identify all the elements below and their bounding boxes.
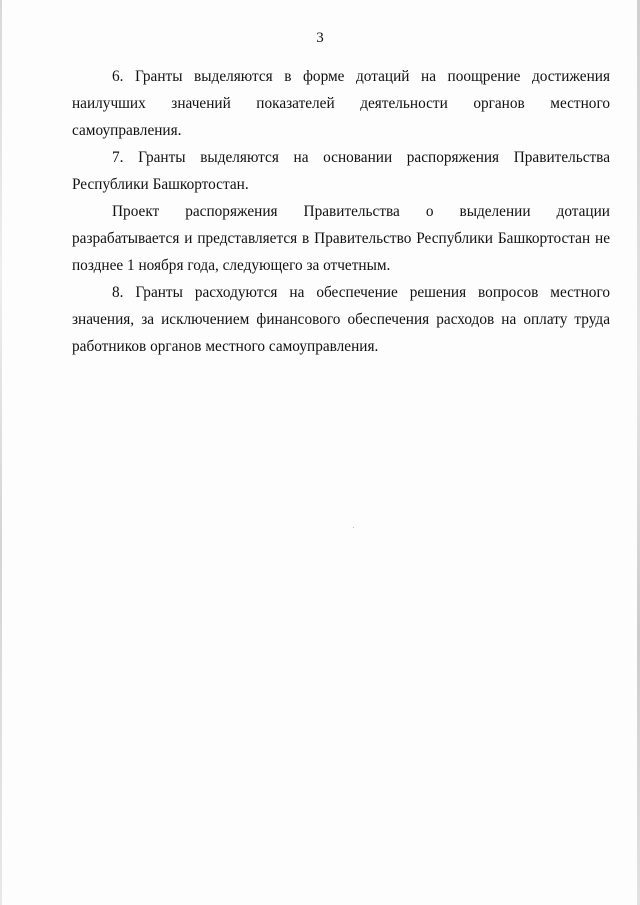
- paragraph-7: 7. Гранты выделяются на основании распоряжения Правительства Республики Башкортостан.: [72, 149, 610, 193]
- document-body: [72, 63, 610, 360]
- scan-speck: [353, 527, 354, 528]
- scan-edge-left: [0, 0, 2, 905]
- paragraph-7-draft: Проект распоряжения Правительства о выделении дотации разрабатывается и представляется в Правительство Республики Башкортостан не позднее 1 ноября года, следующего за отчетным.: [72, 203, 610, 274]
- paragraph-6: 6. Гранты выделяются в форме дотаций на поощрение достижения наилучших значений показателей деятельности органов местного самоуправления.: [72, 68, 610, 139]
- page-number: 3: [316, 30, 324, 46]
- paragraph-8: 8. Гранты расходуются на обеспечение решения вопросов местного значения, за исключением финансового обеспечения расходов на оплату труда работников органов местного самоуправления.: [72, 284, 610, 355]
